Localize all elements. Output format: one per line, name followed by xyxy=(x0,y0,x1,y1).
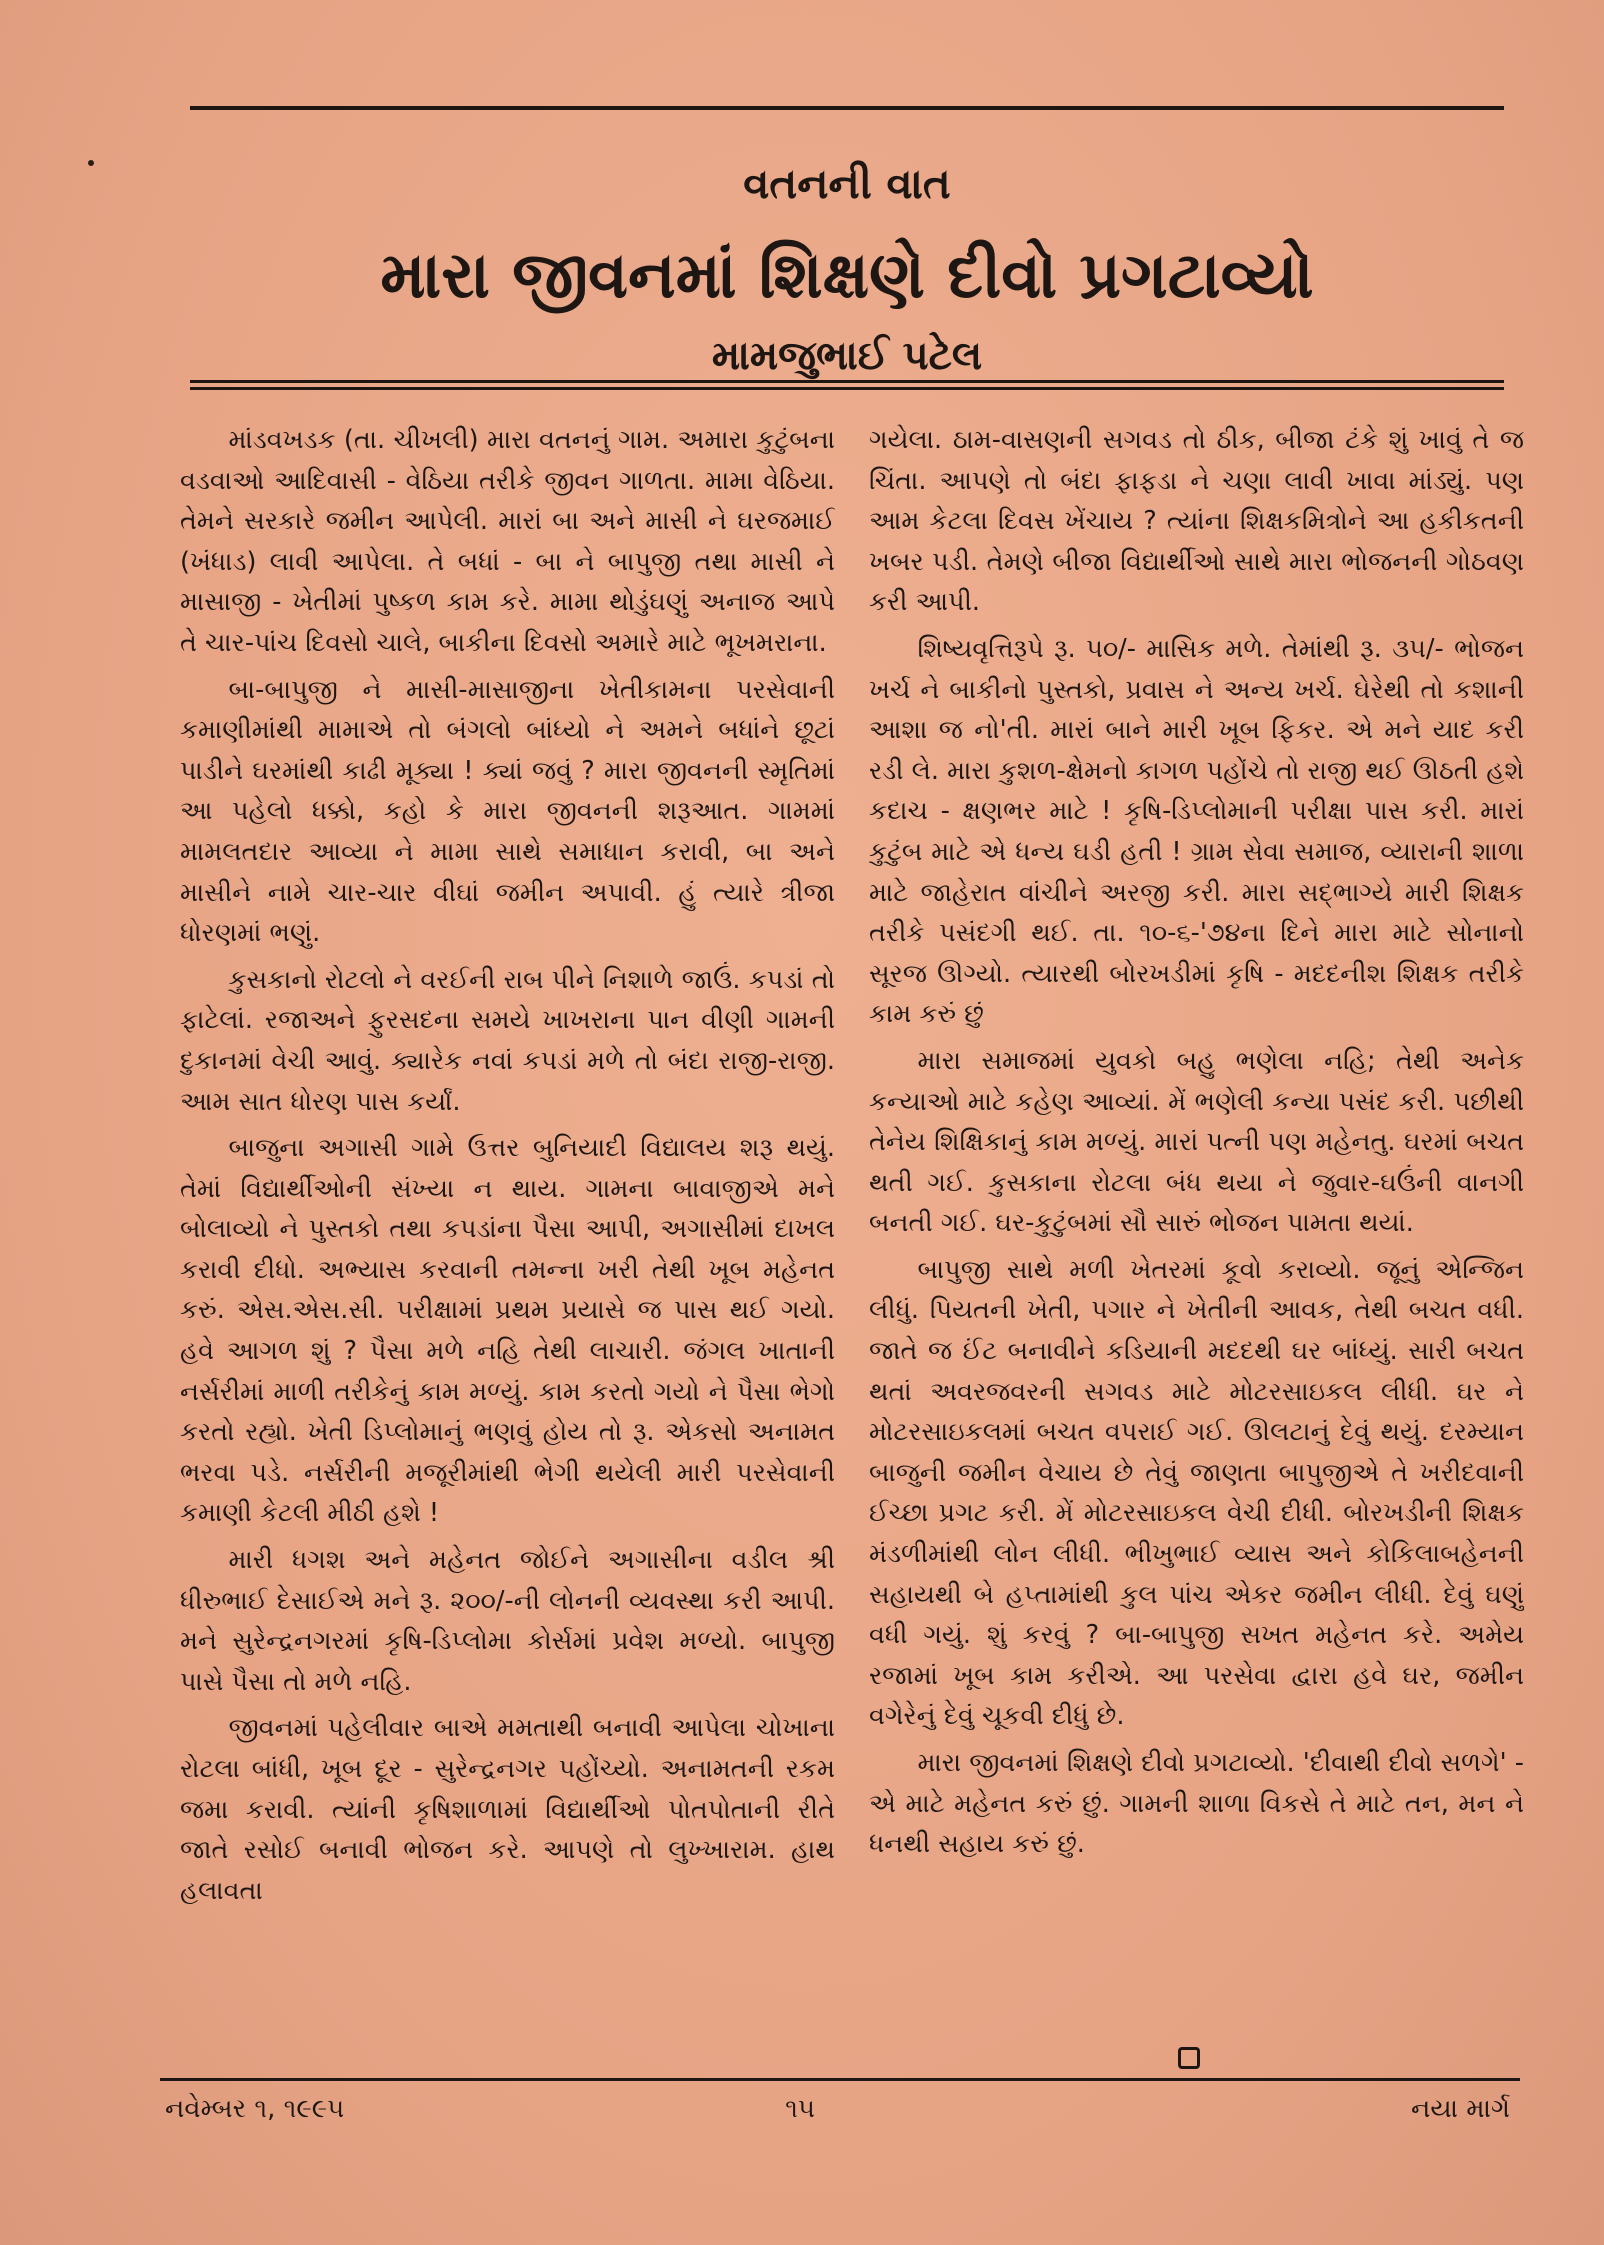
paragraph: બાપુજી સાથે મળી ખેતરમાં કૂવો કરાવ્યો. જૂનું એન્જિન લીધું. પિયતની ખેતી, પગાર ને ખેતીની આવક, તેથી બચત વધી. જાતે જ ઈંટ બનાવીને કડિયાની મદદથી ઘર બાંધ્યું. સારી બચત થતાં અવરજવરની સગવડ માટે મોટરસાઇકલ લીધી. ઘર ને મોટરસાઇકલમાં બચત વપરાઈ ગઈ. ઊલટાનું દેવું થયું. દરમ્યાન બાજુની જમીન વેચાય છે તેવું જાણતા બાપુજીએ તે ખરીદવાની ઈચ્છા પ્રગટ કરી. મેં મોટરસાઇકલ વેચી દીધી. બોરખડીની શિક્ષક મંડળીમાંથી લોન લીધી. ભીખુભાઈ વ્યાસ અને કોકિલાબહેનની સહાયથી બે હપ્તામાંથી કુલ પાંચ એકર જમીન લીધી. દેવું ઘણું વધી ગયું. શું કરવું ? બા-બાપુજી સખત મહેનત કરે. અમેય રજામાં ખૂબ કામ કરીએ. આ પરસેવા દ્વારા હવે ઘર, જમીન વગેરેનું દેવું ચૂકવી દીધું છે. xyxy=(869,1254,1524,1732)
paragraph: બાજુના અગાસી ગામે ઉત્તર બુનિયાદી વિદ્યાલય શરૂ થયું. તેમાં વિદ્યાર્થીઓની સંખ્યા ન થાય. ગામના બાવાજીએ મને બોલાવ્યો ને પુસ્તકો તથા કપડાંના પૈસા આપી, અગાસીમાં દાખલ કરાવી દીધો. અભ્યાસ કરવાની તમન્ના ખરી તેથી ખૂબ મહેનત કરું. એસ.એસ.સી. પરીક્ષામાં પ્રથમ પ્રયાસે જ પાસ થઈ ગયો. હવે આગળ શું ? પૈસા મળે નહિ તેથી લાચારી. જંગલ ખાતાની નર્સરીમાં માળી તરીકેનું કામ મળ્યું. કામ કરતો ગયો ને પૈસા ભેગો કરતો રહ્યો. ખેતી ડિપ્લોમાનું ભણવું હોય તો રૂ. એકસો અનામત ભરવા પડે. નર્સરીની મજૂરીમાંથી ભેગી થયેલી મારી પરસેવાની કમાણી કેટલી મીઠી હશે ! xyxy=(180,1133,835,1529)
section-heading: વતનની વાત xyxy=(743,159,951,208)
paragraph: જીવનમાં પહેલીવાર બાએ મમતાથી બનાવી આપેલા ચોખાના રોટલા બાંધી, ખૂબ દૂર - સુરેન્દ્રનગર પહોંચ્યો. અનામતની રકમ જમા કરાવી. ત્યાંની કૃષિશાળામાં વિદ્યાર્થીઓ પોતપોતાની રીતે જાતે રસોઈ બનાવી ભોજન કરે. આપણે તો લુખ્ખારામ. હાથ હલાવતા xyxy=(180,1713,835,1906)
paragraph: કુસકાનો રોટલો ને વરઈની રાબ પીને નિશાળે જાઉં. કપડાં તો ફાટેલાં. રજાઅને ફુરસદના સમયે ખાખરાના પાન વીણી ગામની દુકાનમાં વેચી આવું. ક્યારેક નવાં કપડાં મળે તો બંદા રાજી-રાજી. આમ સાત ધોરણ પાસ કર્યાં. xyxy=(180,964,835,1117)
page-number: ૧૫ xyxy=(785,2094,815,2124)
title-double-rule xyxy=(190,380,1504,390)
paragraph: શિષ્યવૃત્તિરૂપે રૂ. ૫૦/- માસિક મળે. તેમાંથી રૂ. ૩૫/- ભોજન ખર્ચ ને બાકીનો પુસ્તકો, પ્રવાસ ને અન્ય ખર્ચ. ઘેરેથી તો કશાની આશા જ નો'તી. મારાં બાને મારી ખૂબ ફિકર. એ મને યાદ કરી રડી લે. મારા કુશળ-ક્ષેમનો કાગળ પહોંચે તો રાજી થઈ ઊઠતી હશે કદાચ - ક્ષણભર માટે ! કૃષિ-ડિપ્લોમાની પરીક્ષા પાસ કરી. મારાં કુટુંબ માટે એ ધન્ય ઘડી હતી ! ગ્રામ સેવા સમાજ, વ્યારાની શાળા માટે જાહેરાત વાંચીને અરજી કરી. મારા સદ્ભાગ્યે મારી શિક્ષક તરીકે પસંદગી થઈ. તા. ૧૦-૬-'૭૪ના દિને મારા માટે સોનાનો સૂરજ ઊગ્યો. ત્યારથી બોરખડીમાં કૃષિ - મદદનીશ શિક્ષક તરીકે કામ કરું છું xyxy=(869,633,1524,1030)
paragraph: મારા સમાજમાં યુવકો બહુ ભણેલા નહિ; તેથી અનેક કન્યાઓ માટે કહેણ આવ્યાં. મેં ભણેલી કન્યા પસંદ કરી. પછીથી તેનેય શિક્ષિકાનું કામ મળ્યું. મારાં પત્ની પણ મહેનતુ. ઘરમાં બચત થતી ગઈ. કુસકાના રોટલા બંધ થયા ને જુવાર-ઘઉંની વાનગી બનતી ગઈ. ઘર-કુટુંબમાં સૌ સારું ભોજન પામતા થયાં. xyxy=(869,1045,1524,1239)
end-of-article-box-icon xyxy=(1178,2047,1200,2069)
top-rule xyxy=(190,106,1504,110)
paragraph: બા-બાપુજી ને માસી-માસાજીના ખેતીકામના પરસેવાની કમાણીમાંથી મામાએ તો બંગલો બાંધ્યો ને અમને બધાંને છૂટાં પાડીને ઘરમાંથી કાઢી મૂક્યા ! ક્યાં જવું ? મારા જીવનની સ્મૃતિમાં આ પહેલો ધક્કો, કહો કે મારા જીવનની શરૂઆત. ગામમાં મામલતદાર આવ્યા ને મામા સાથે સમાધાન કરાવી, બા અને માસીને નામે ચાર-ચાર વીઘાં જમીન અપાવી. હું ત્યારે ત્રીજા ધોરણમાં ભણું. xyxy=(180,674,835,949)
print-speck xyxy=(88,160,94,166)
paragraph: ગયેલા. ઠામ-વાસણની સગવડ તો ઠીક, બીજા ટંકે શું ખાવું તે જ ચિંતા. આપણે તો બંદા ફાફડા ને ચણા લાવી ખાવા માંડ્યું. પણ આમ કેટલા દિવસ ખેંચાય ? ત્યાંના શિક્ષકમિત્રોને આ હકીકતની ખબર પડી. તેમણે બીજા વિદ્યાર્થીઓ સાથે મારા ભોજનની ગોઠવણ કરી આપી. xyxy=(869,425,1524,618)
magazine-name: નયા માર્ગ xyxy=(1410,2094,1510,2124)
footer-date: નવેમ્બર ૧, ૧૯૯૫ xyxy=(165,2094,345,2124)
article-column-left xyxy=(180,420,835,2060)
footer-rule xyxy=(160,2078,1520,2081)
paragraph: માંડવખડક (તા. ચીખલી) મારા વતનનું ગામ. અમારા કુટુંબના વડવાઓ આદિવાસી - વેઠિયા તરીકે જીવન ગાળતા. મામા વેઠિયા. તેમને સરકારે જમીન આપેલી. મારાં બા અને માસી ને ઘરજમાઈ (ખંધાડ) લાવી આપેલા. તે બધાં - બા ને બાપુજી તથા માસી ને માસાજી - ખેતીમાં પુષ્કળ કામ કરે. મામા થોડુંઘણું અનાજ આપે તે ચાર-પાંચ દિવસો ચાલે, બાકીના દિવસો અમારે માટે ભૂખમરાના. xyxy=(180,425,835,658)
paragraph: મારી ધગશ અને મહેનત જોઈને અગાસીના વડીલ શ્રી ધીરુભાઈ દેસાઈએ મને રૂ. ૨૦૦/-ની લોનની વ્યવસ્થા કરી આપી. મને સુરેન્દ્રનગરમાં કૃષિ-ડિપ્લોમા કોર્સમાં પ્રવેશ મળ્યો. બાપુજી પાસે પૈસા તો મળે નહિ. xyxy=(180,1545,835,1697)
article-title: મારા જીવનમાં શિક્ષણે દીવો પ્રગટાવ્યો xyxy=(380,239,1314,313)
author-name: મામજુભાઈ પટેલ xyxy=(711,333,983,379)
paragraph: મારા જીવનમાં શિક્ષણે દીવો પ્રગટાવ્યો. 'દીવાથી દીવો સળગે' - એ માટે મહેનત કરું છું. ગામની શાળા વિકસે તે માટે તન, મન ને ધનથી સહાય કરું છું. xyxy=(869,1748,1524,1860)
article-column-right xyxy=(869,420,1524,2060)
